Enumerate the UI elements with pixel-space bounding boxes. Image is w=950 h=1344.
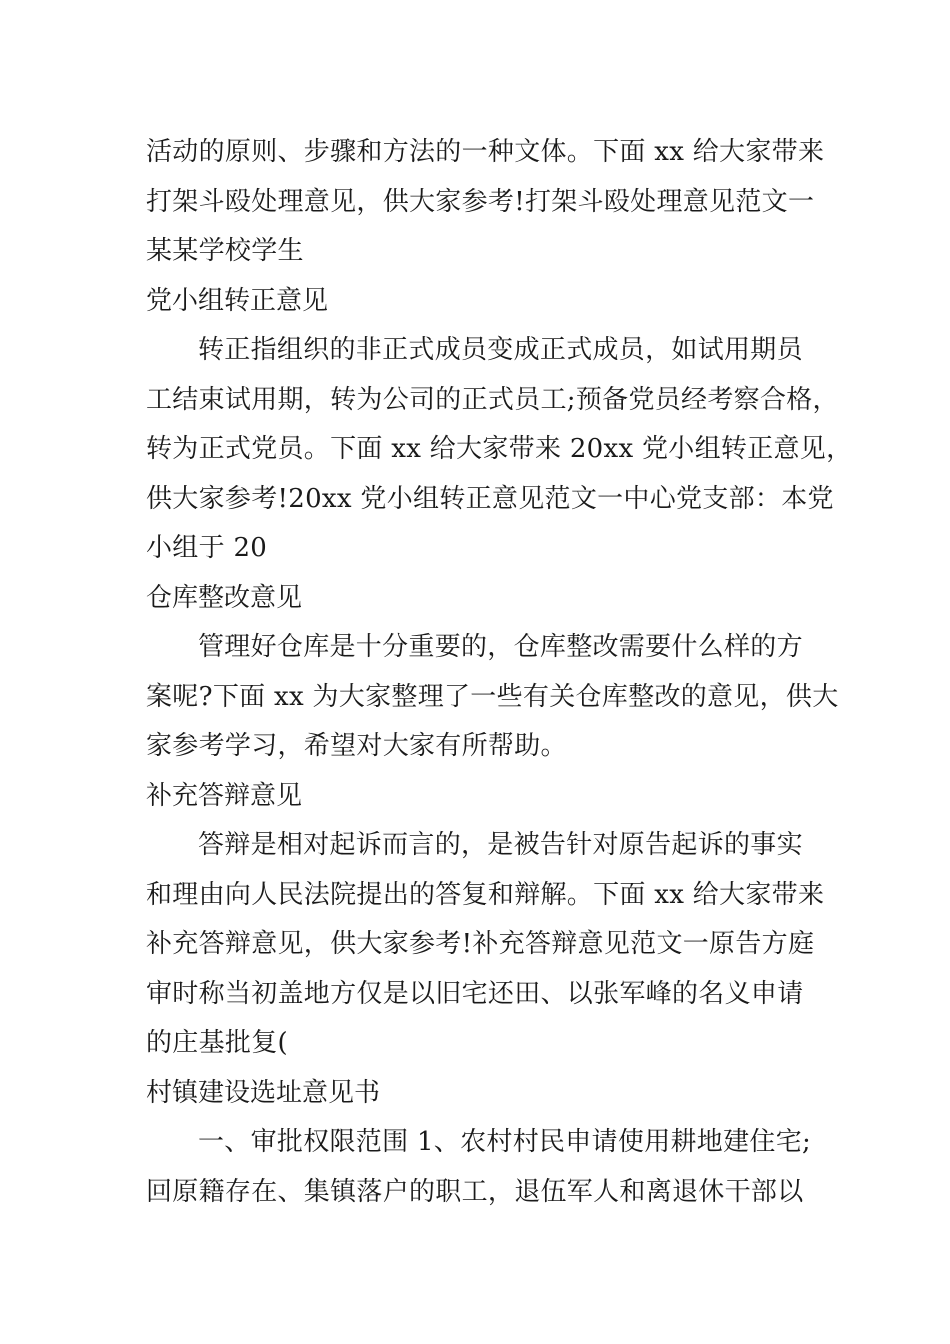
paragraph-line: 补充答辩意见，供大家参考!补充答辩意见范文一原告方庭	[146, 929, 815, 959]
section-warehouse	[146, 574, 839, 772]
paragraph-line: 家参考学习，希望对大家有所帮助。	[146, 731, 567, 761]
section-heading: 仓库整改意见	[146, 582, 303, 613]
paragraph-line: 管理好仓库是十分重要的，仓库整改需要什么样的方	[198, 632, 803, 662]
section-intro	[146, 128, 825, 277]
section-heading: 党小组转正意见	[146, 285, 329, 316]
paragraph-line: 审时称当初盖地方仅是以旧宅还田、以张军峰的名义申请	[146, 978, 804, 1009]
section-party-group	[146, 277, 853, 574]
paragraph-line: 转正指组织的非正式成员变成正式成员，如试用期员	[198, 335, 803, 365]
paragraph-line: 某某学校学生	[146, 236, 304, 266]
document-page	[146, 128, 853, 1217]
paragraph-line: 的庄基批复(	[146, 1028, 288, 1058]
paragraph-line: 小组于 20	[146, 533, 268, 563]
section-heading: 补充答辩意见	[146, 780, 303, 811]
section-village-site	[146, 1069, 810, 1218]
paragraph-line: 转为正式党员。下面 xx 给大家带来 20xx 党小组转正意见，	[146, 434, 853, 464]
paragraph-line: 和理由向人民法院提出的答复和辩解。下面 xx 给大家带来	[146, 879, 825, 910]
section-heading: 村镇建设选址意见书	[146, 1077, 381, 1108]
paragraph-line: 工结束试用期，转为公司的正式员工;预备党员经考察合格，	[146, 384, 839, 415]
paragraph-line: 打架斗殴处理意见，供大家参考!打架斗殴处理意见范文一	[146, 186, 815, 217]
paragraph-line: 供大家参考!20xx 党小组转正意见范文一中心党支部：本党	[146, 483, 834, 514]
paragraph-line: 一、审批权限范围 1、农村村民申请使用耕地建住宅;	[198, 1127, 812, 1157]
paragraph-line: 活动的原则、步骤和方法的一种文体。下面 xx 给大家带来	[146, 137, 825, 167]
paragraph-line: 回原籍存在、集镇落户的职工，退伍军人和离退休干部以	[146, 1176, 804, 1207]
section-defense	[146, 772, 825, 1069]
paragraph-line: 答辩是相对起诉而言的，是被告针对原告起诉的事实	[198, 830, 803, 860]
paragraph-line: 案呢?下面 xx 为大家整理了一些有关仓库整改的意见，供大	[146, 681, 839, 712]
